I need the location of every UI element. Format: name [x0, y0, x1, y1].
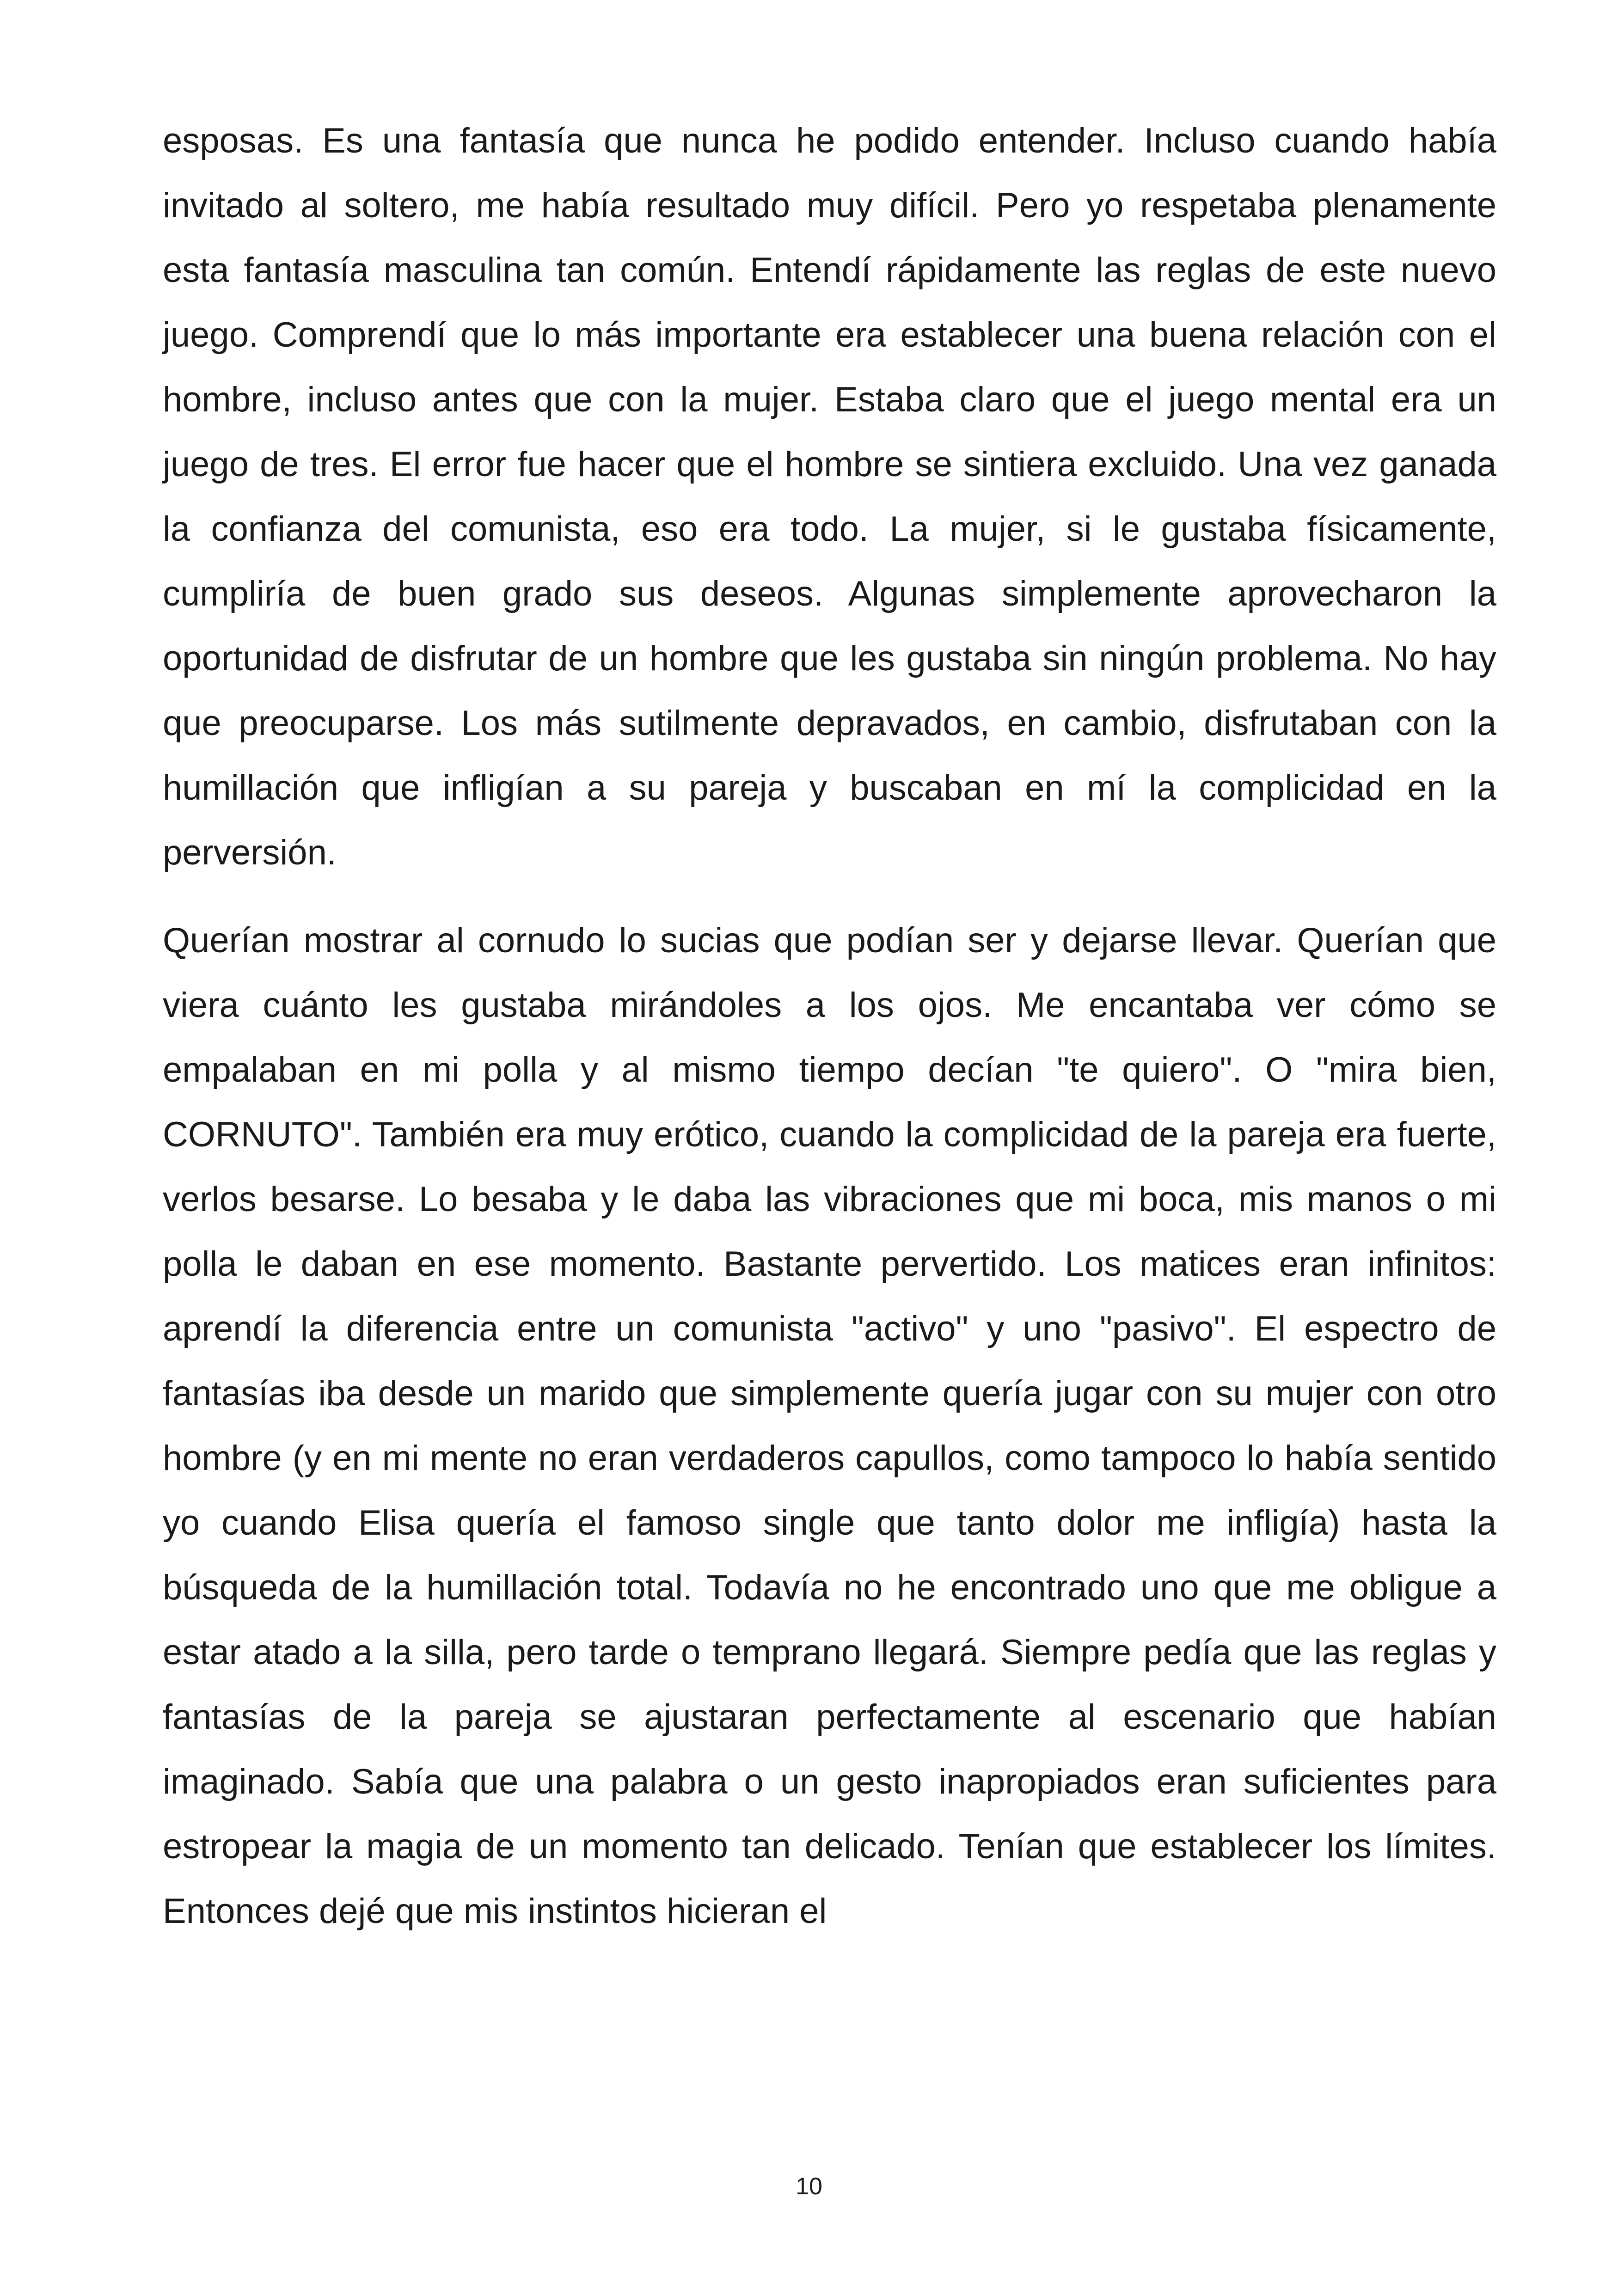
text-body	[163, 109, 1496, 1944]
paragraph-1: esposas. Es una fantasía que nunca he podido entender. Incluso cuando había invitado al soltero, me había resultado muy difícil. Pero yo respetaba plenamente esta fantasía masculina tan común. Entendí rápidamente las reglas de este nuevo juego. Comprendí que lo más importante era establecer una buena relación con el hombre, incluso antes que con la mujer. Estaba claro que el juego mental era un juego de tres. El error fue hacer que el hombre se sintiera excluido. Una vez ganada la confianza del comunista, eso era todo. La mujer, si le gustaba físicamente, cumpliría de buen grado sus deseos. Algunas simplemente aprovecharon la oportunidad de disfrutar de un hombre que les gustaba sin ningún problema. No hay que preocuparse. Los más sutilmente depravados, en cambio, disfrutaban con la humillación que infligían a su pareja y buscaban en mí la complicidad en la perversión.	[163, 121, 1496, 872]
page-number: 10	[796, 2173, 822, 2200]
paragraph-2: Querían mostrar al cornudo lo sucias que podían ser y dejarse llevar. Querían que viera cuánto les gustaba mirándoles a los ojos. Me encantaba ver cómo se empalaban en mi polla y al mismo tiempo decían "te quiero". O "mira bien, CORNUTO". También era muy erótico, cuando la complicidad de la pareja era fuerte, verlos besarse. Lo besaba y le daba las vibraciones que mi boca, mis manos o mi polla le daban en ese momento. Bastante pervertido. Los matices eran infinitos: aprendí la diferencia entre un comunista "activo" y uno "pasivo". El espectro de fantasías iba desde un marido que simplemente quería jugar con su mujer con otro hombre (y en mi mente no eran verdaderos capullos, como tampoco lo había sentido yo cuando Elisa quería el famoso single que tanto dolor me infligía) hasta la búsqueda de la humillación total. Todavía no he encontrado uno que me obligue a estar atado a la silla, pero tarde o temprano llegará. Siempre pedía que las reglas y fantasías de la pareja se ajustaran perfectamente al escenario que habían imaginado. Sabía que una palabra o un gesto inapropiados eran suficientes para estropear la magia de un momento tan delicado. Tenían que establecer los límites. Entonces dejé que mis instintos hicieran el	[163, 921, 1496, 1931]
